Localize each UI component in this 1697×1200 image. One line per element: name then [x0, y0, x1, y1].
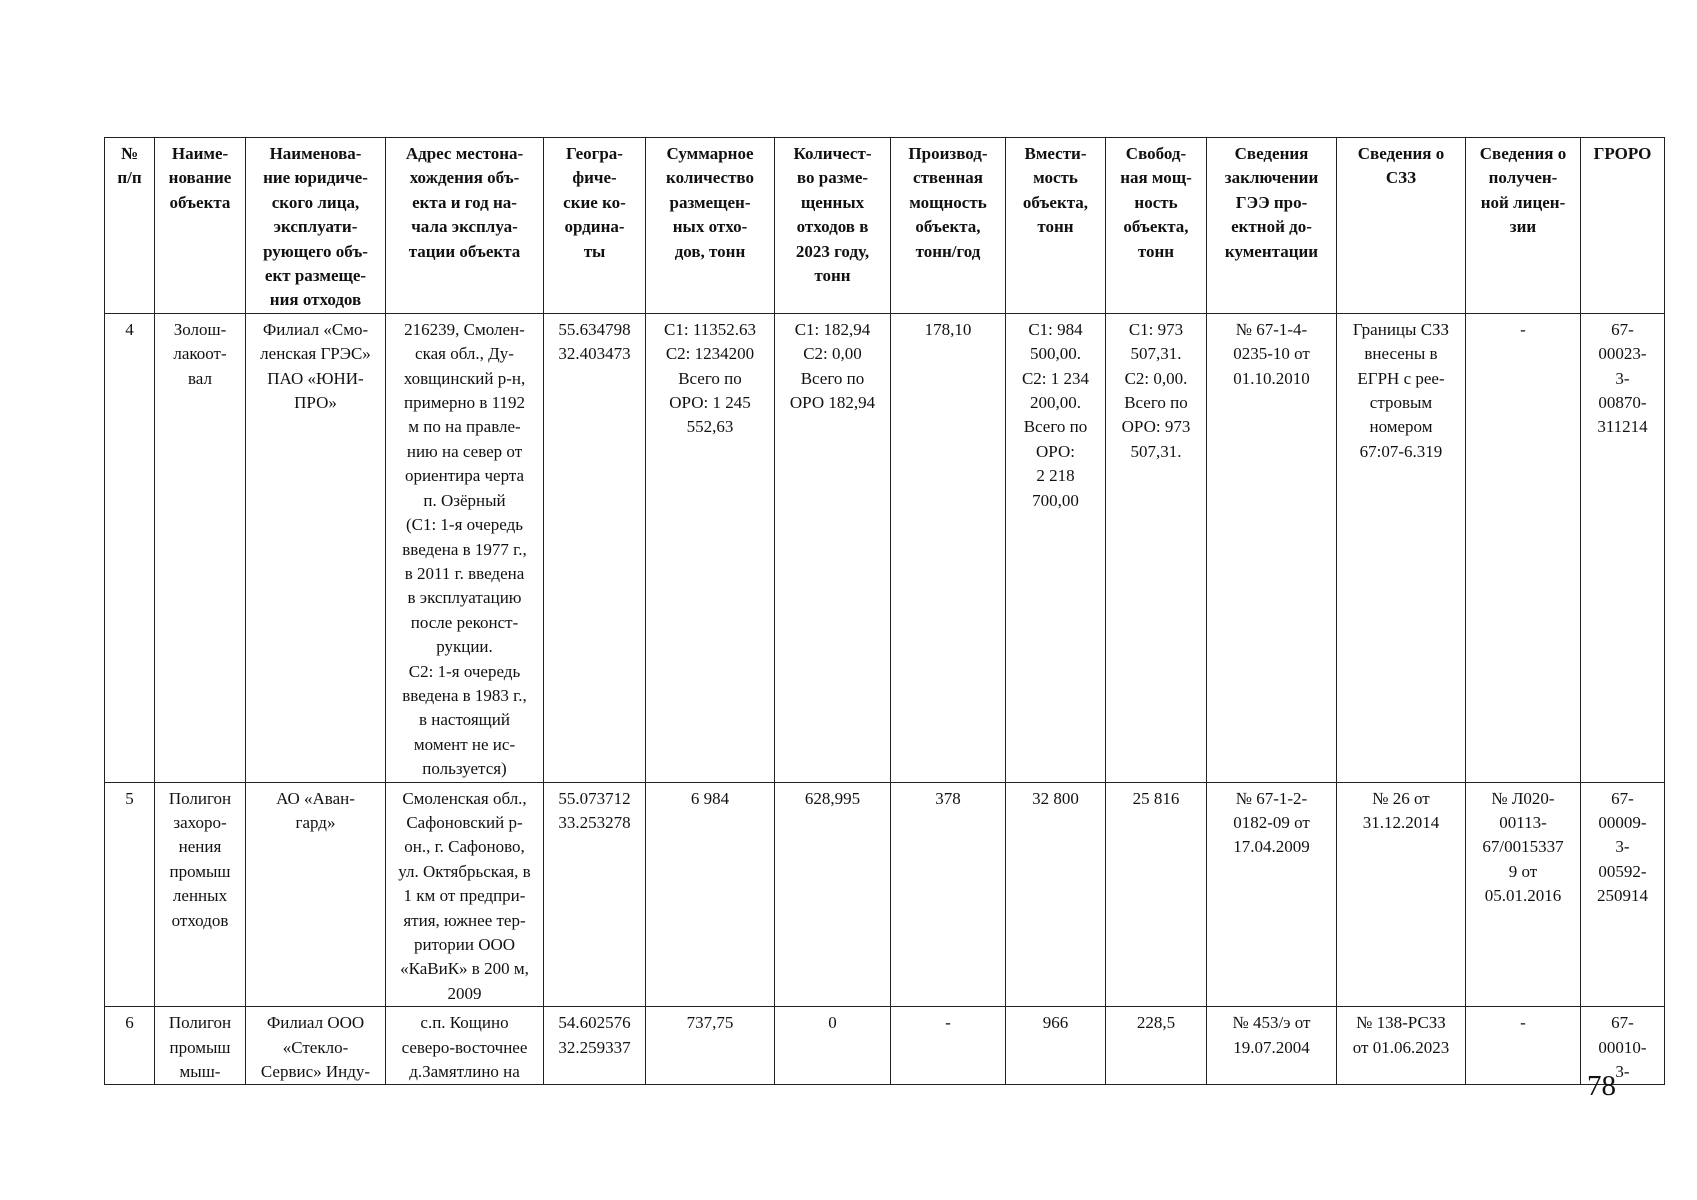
cell-szz: № 26 от 31.12.2014: [1337, 782, 1466, 1007]
col-header-gee-conclusion: Сведения заключении ГЭЭ про- ектной до- кументации: [1207, 138, 1337, 314]
cell-object-name: Золош- лакоот- вал: [155, 313, 246, 782]
cell-capacity-per-year: 178,10: [891, 313, 1006, 782]
cell-free-capacity: 25 816: [1106, 782, 1207, 1007]
waste-facilities-table-wrapper: [104, 137, 1665, 1085]
cell-total-waste: 6 984: [646, 782, 775, 1007]
cell-free-capacity: С1: 973 507,31. С2: 0,00. Всего по ОРО: 973 507,31.: [1106, 313, 1207, 782]
cell-coordinates: 54.602576 32.259337: [544, 1007, 646, 1085]
cell-address: Смоленская обл., Сафоновский р- он., г. Сафоново, ул. Октябрьская, в 1 км от предпри- ятия, южнее тер- ритории ООО «КаВиК» в 200 м, 2009: [386, 782, 544, 1007]
cell-waste-2023: С1: 182,94 С2: 0,00 Всего по ОРО 182,94: [775, 313, 891, 782]
col-header-operator: Наименова- ние юридиче- ского лица, эксплуати- рующего объ- ект размеще- ния отходов: [246, 138, 386, 314]
cell-szz: Границы СЗЗ внесены в ЕГРН с рее- стровым номером 67:07-6.319: [1337, 313, 1466, 782]
col-header-object-name: Наиме- нование объекта: [155, 138, 246, 314]
col-header-total-waste: Суммарное количество размещен- ных отхо- дов, тонн: [646, 138, 775, 314]
waste-facilities-table: [104, 137, 1665, 1085]
col-header-capacity-per-year: Производ- ственная мощность объекта, тонн/год: [891, 138, 1006, 314]
page-number: 78: [1587, 1070, 1616, 1102]
col-header-address: Адрес местона- хождения объ- екта и год на- чала эксплуа- тации объекта: [386, 138, 544, 314]
cell-volume: С1: 984 500,00. С2: 1 234 200,00. Всего по ОРО: 2 218 700,00: [1006, 313, 1106, 782]
col-header-groro: ГРОРО: [1581, 138, 1665, 314]
cell-license: № Л020- 00113- 67/0015337 9 от 05.01.2016: [1466, 782, 1581, 1007]
cell-operator: АО «Аван- гард»: [246, 782, 386, 1007]
cell-coordinates: 55.634798 32.403473: [544, 313, 646, 782]
cell-free-capacity: 228,5: [1106, 1007, 1207, 1085]
col-header-volume: Вмести- мость объекта, тонн: [1006, 138, 1106, 314]
cell-volume: 32 800: [1006, 782, 1106, 1007]
cell-total-waste: С1: 11352.63 С2: 1234200 Всего по ОРО: 1 245 552,63: [646, 313, 775, 782]
col-header-coordinates: Геогра- фиче- ские ко- ордина- ты: [544, 138, 646, 314]
table-row: [105, 782, 1665, 1007]
cell-gee-conclusion: № 453/э от 19.07.2004: [1207, 1007, 1337, 1085]
cell-object-name: Полигон захоро- нения промыш ленных отходов: [155, 782, 246, 1007]
table-row: [105, 1007, 1665, 1085]
cell-waste-2023: 0: [775, 1007, 891, 1085]
cell-object-name: Полигон промыш мыш-: [155, 1007, 246, 1085]
cell-address: 216239, Смолен- ская обл., Ду- ховщинский р-н, примерно в 1192 м по на правле- нию на север от ориентира черта п. Озёрный (С1: 1-я очередь введена в 1977 г., в 2011 г. введена в эксплуатацию после реконст- рукции. С2: 1-я очередь введена в 1983 г., в настоящий момент не ис- пользуется): [386, 313, 544, 782]
cell-waste-2023: 628,995: [775, 782, 891, 1007]
cell-operator: Филиал «Смо- ленская ГРЭС» ПАО «ЮНИ- ПРО»: [246, 313, 386, 782]
col-header-license: Сведения о получен- ной лицен- зии: [1466, 138, 1581, 314]
cell-number: 4: [105, 313, 155, 782]
cell-number: 6: [105, 1007, 155, 1085]
cell-license: -: [1466, 313, 1581, 782]
cell-groro: 67- 00010- 3-: [1581, 1007, 1665, 1085]
cell-number: 5: [105, 782, 155, 1007]
cell-license: -: [1466, 1007, 1581, 1085]
cell-coordinates: 55.073712 33.253278: [544, 782, 646, 1007]
col-header-free-capacity: Свобод- ная мощ- ность объекта, тонн: [1106, 138, 1207, 314]
cell-gee-conclusion: № 67-1-4- 0235-10 от 01.10.2010: [1207, 313, 1337, 782]
cell-groro: 67- 00009- 3- 00592- 250914: [1581, 782, 1665, 1007]
cell-total-waste: 737,75: [646, 1007, 775, 1085]
cell-volume: 966: [1006, 1007, 1106, 1085]
cell-capacity-per-year: 378: [891, 782, 1006, 1007]
cell-address: с.п. Кощино северо-восточнее д.Замятлино на: [386, 1007, 544, 1085]
cell-szz: № 138-РСЗЗ от 01.06.2023: [1337, 1007, 1466, 1085]
col-header-number: № п/п: [105, 138, 155, 314]
table-header-row: [105, 138, 1665, 314]
cell-capacity-per-year: -: [891, 1007, 1006, 1085]
col-header-waste-2023: Количест- во разме- щенных отходов в 2023 году, тонн: [775, 138, 891, 314]
cell-operator: Филиал ООО «Стекло- Сервис» Инду-: [246, 1007, 386, 1085]
col-header-szz: Сведения о СЗЗ: [1337, 138, 1466, 314]
cell-gee-conclusion: № 67-1-2- 0182-09 от 17.04.2009: [1207, 782, 1337, 1007]
cell-groro: 67- 00023- 3- 00870- 311214: [1581, 313, 1665, 782]
table-row: [105, 313, 1665, 782]
